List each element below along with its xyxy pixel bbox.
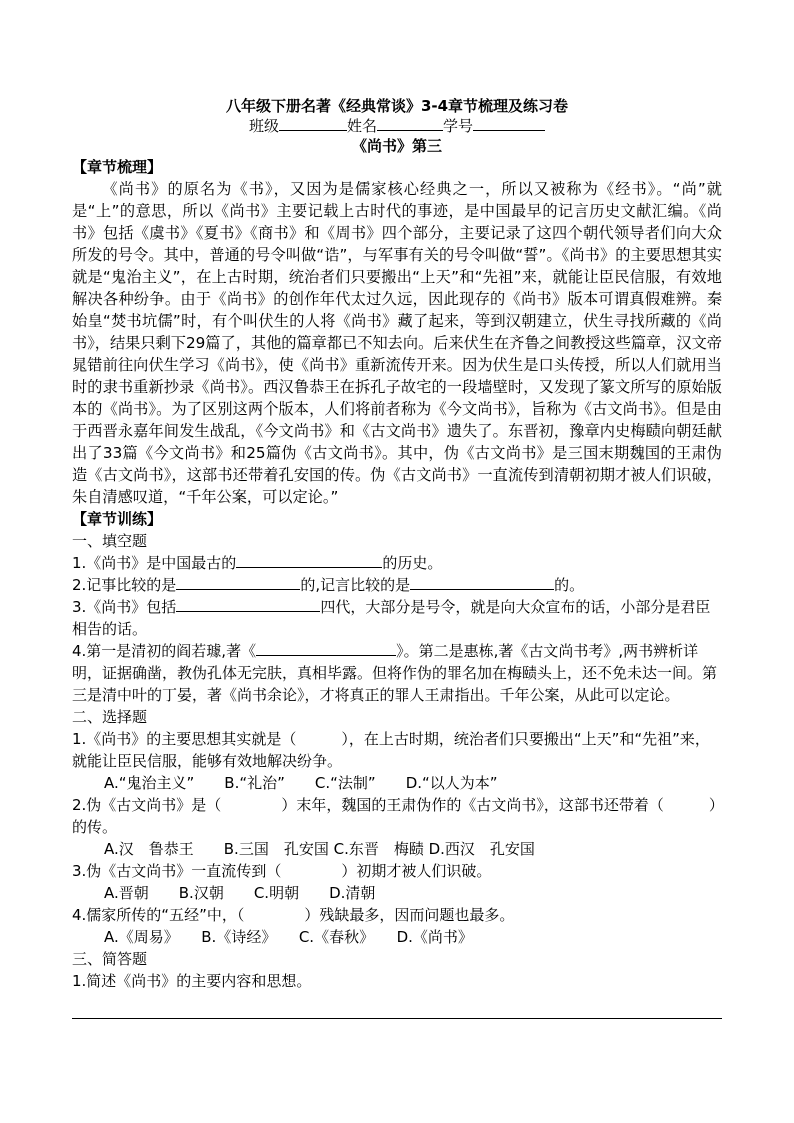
short-answer-title: 三、简答题 (72, 950, 148, 968)
student-info-line (72, 116, 722, 136)
chapter-subtitle: 《尚书》第三 (351, 137, 442, 155)
choice-title: 二、选择题 (72, 708, 148, 726)
choice-question-4: 4.儒家所传的“五经”中，（ ）残缺最多，因而问题也最多。 (72, 906, 515, 924)
choice-question-3: 3.伪《古文尚书》一直流传到（ ）初期才被人们识破。 (72, 862, 492, 880)
answer-line[interactable] (72, 992, 722, 1019)
worksheet-title: 八年级下册名著《经典常谈》3-4章节梳理及练习卷 (225, 97, 569, 115)
q2-text-b: 的,记言比较的是 (300, 576, 411, 594)
question-2 (72, 574, 722, 596)
short-answer-question-1: 1.简述《尚书》的主要内容和思想。 (72, 972, 312, 990)
q4-text-a: 4.第一是清初的阎若璩,著《 (72, 642, 257, 660)
choice-options-4[interactable]: A.《周易》 B.《诗经》 C.《春秋》 D.《尚书》 (104, 928, 473, 946)
q3-text-a: 3.《尚书》包括 (72, 598, 177, 616)
class-blank[interactable] (279, 116, 347, 131)
q2-blank-2[interactable] (410, 574, 554, 590)
worksheet-page (72, 96, 722, 1019)
id-blank[interactable] (473, 116, 545, 131)
name-blank[interactable] (377, 116, 443, 131)
sorting-heading: 【章节梳理】 (72, 158, 163, 176)
choice-question-2: 2.伪《古文尚书》是（ ）末年，魏国的王肃伪作的《古文尚书》，这部书还带着（ ）的传。 (72, 796, 717, 836)
fill-blank-title: 一、填空题 (72, 532, 148, 550)
q4-blank[interactable] (256, 640, 396, 656)
q1-blank[interactable] (236, 552, 382, 568)
question-3 (72, 596, 722, 640)
training-heading: 【章节训练】 (72, 510, 163, 528)
question-4 (72, 640, 722, 706)
sorting-paragraph: 《尚书》的原名为《书》，又因为是儒家核心经典之一，所以又被称为《经书》。“尚”就是“上”的意思，所以《尚书》主要记载上古时代的事迹，是中国最早的记言历史文献汇编。《尚书》包括《虞书》《夏书》《商书》和《周书》四个部分，主要记录了这四个朝代领导者们向大众所发的号令。其中，普通的号令叫做“诰”，与军事有关的号令叫做“誓”。《尚书》的主要思想其实就是“鬼治主义”，在上古时期，统治者们只要搬出“上天”和“先祖”来，就能让臣民信服，有效地解决各种纷争。由于《尚书》的创作年代太过久远，因此现存的《尚书》版本可谓真假难辨。秦始皇“焚书坑儒”时，有个叫伏生的人将《尚书》藏了起来，等到汉朝建立，伏生寻找所藏的《尚书》，结果只剩下29篇了，其他的篇章都已不知去向。后来伏生在齐鲁之间教授这些篇章，汉文帝晁错前往向伏生学习《尚书》，使《尚书》重新流传开来。因为伏生是口头传授，所以人们就用当时的隶书重新抄录《尚书》。西汉鲁恭王在拆孔子故宅的一段墙壁时，又发现了篆文所写的原始版本的《尚书》。为了区别这两个版本，人们将前者称为《今文尚书》，旨称为《古文尚书》。但是由于西晋永嘉年间发生战乱，《今文尚书》和《古文尚书》遗失了。东晋初，豫章内史梅赜向朝廷献出了33篇《今文尚书》和25篇伪《古文尚书》。其中，伪《古文尚书》是三国末期魏国的王肃伪造《古文尚书》，这部书还带着孔安国的传。伪《古文尚书》一直流传到清朝初期才被人们识破，朱自清感叹道，“千年公案，可以定论。” (72, 180, 722, 506)
question-1 (72, 552, 722, 574)
choice-question-1: 1.《尚书》的主要思想其实就是（ ），在上古时期，统治者们只要搬出“上天”和“先祖”来，就能让臣民信服，能够有效地解决纷争。 (72, 730, 710, 770)
q2-text-c: 的。 (554, 576, 585, 594)
id-label: 学号 (443, 117, 474, 135)
choice-options-2[interactable]: A.汉 鲁恭王 B.三国 孔安国 C.东晋 梅赜 D.西汉 孔安国 (104, 840, 535, 858)
q1-text-b: 的历史。 (382, 554, 443, 572)
choice-options-3[interactable]: A.晋朝 B.汉朝 C.明朝 D.清朝 (104, 884, 376, 902)
choice-options-1[interactable]: A.“鬼治主义” B.“礼治” C.“法制” D.“以人为本” (104, 774, 498, 792)
q2-blank-1[interactable] (176, 574, 300, 590)
q3-text-b: 四代，大部分是号令，就是向大众宣布的话，小部分是君臣相告的话。 (72, 598, 711, 638)
name-label: 姓名 (346, 117, 377, 135)
q4-text-b: 》。第二是惠栋,著《古文尚书考》,两书辨析详明，证据确凿，教伪孔体无完肤，真相毕露。但将作伪的罪名加在梅赜头上，还不免未达一间。第三是清中叶的丁晏，著《尚书余论》，才将真正的罪人王肃指出。千年公案，从此可以定论。 (72, 642, 718, 704)
class-label: 班级 (248, 117, 279, 135)
q3-blank[interactable] (176, 596, 320, 612)
q1-text-a: 1.《尚书》是中国最古的 (72, 554, 237, 572)
q2-text-a: 2.记事比较的是 (72, 576, 177, 594)
